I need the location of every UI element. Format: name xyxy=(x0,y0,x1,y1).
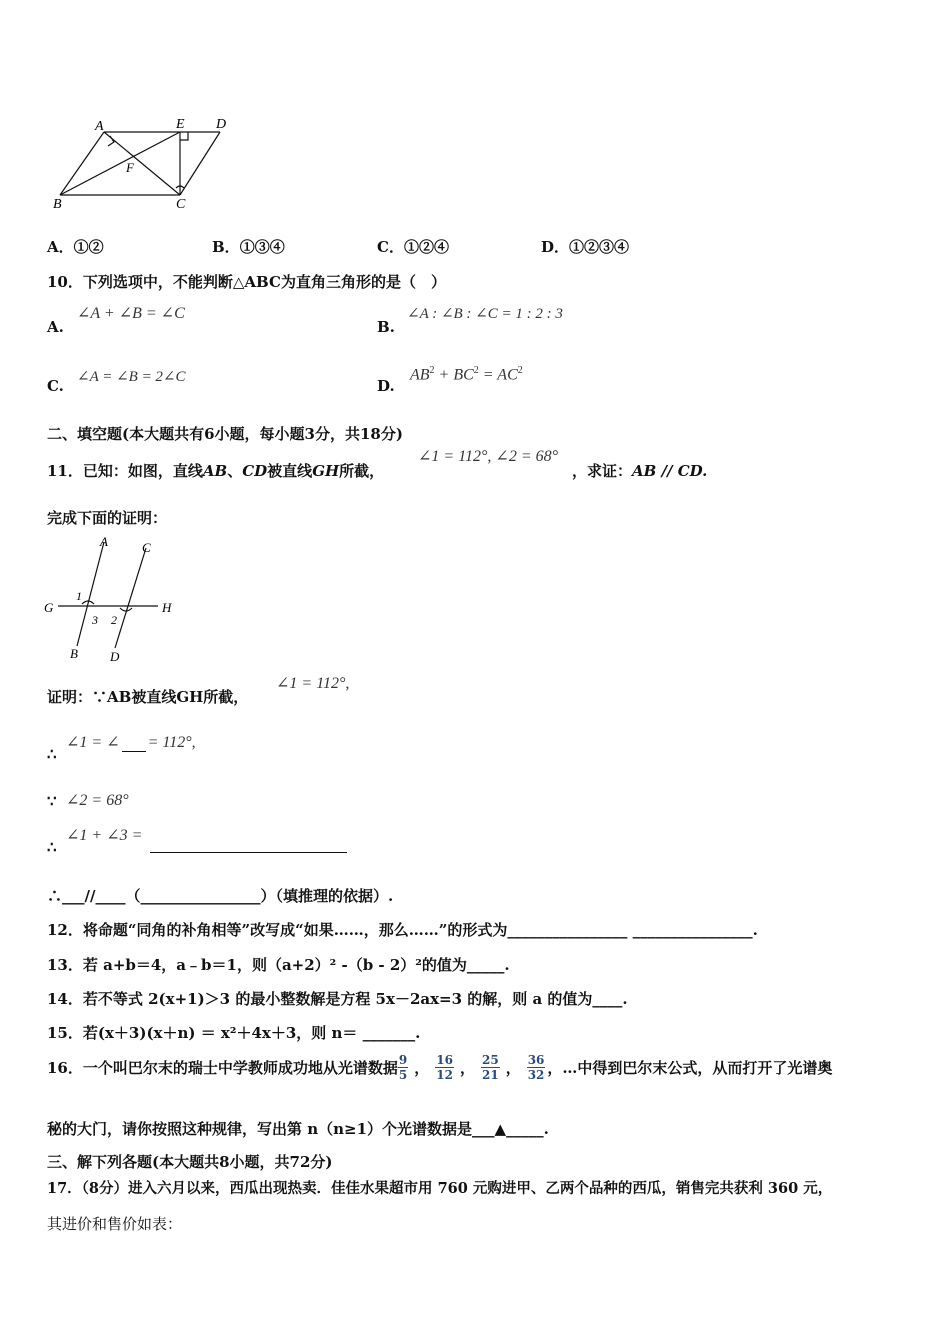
fig2-label-a: A xyxy=(100,534,108,549)
q9-option-b: B．①③④ xyxy=(212,238,285,256)
transversal-figure xyxy=(40,534,190,666)
q10-option-b-key: B. xyxy=(377,318,395,336)
q16-fraction-2: $\frac{16}{12}$ xyxy=(436,1053,453,1082)
proof-line-4-blank xyxy=(150,852,347,853)
q10-option-d-math: $AB^2 + BC^2 = AC^2$ xyxy=(410,365,523,384)
fig1-label-f: F xyxy=(126,160,134,175)
q11-goal: ，求证：AB // CD. xyxy=(572,462,708,480)
fig1-label-c: C xyxy=(176,197,186,212)
q10-option-a-math: ∠A + ∠B = ∠C xyxy=(77,305,185,322)
q16-fraction-4: $\frac{36}{32}$ xyxy=(527,1053,545,1082)
section3-heading: 三、解下列各题(本大题共8小题，共72分) xyxy=(47,1153,333,1171)
q16-fraction-1: $\frac{9}{5}$ xyxy=(398,1053,408,1082)
fig2-label-g: G xyxy=(44,600,54,615)
q15-line: 15．若(x＋3)(x＋n) ＝ x²＋4x＋3，则 n＝ _______. xyxy=(47,1024,421,1042)
q16-line-2: 秘的大门，请你按照这种规律，写出第 n（n≥1）个光谱数据是___▲_____. xyxy=(47,1120,549,1138)
fig2-label-b: B xyxy=(70,646,78,661)
q17-line-2: 其进价和售价如表： xyxy=(47,1215,183,1233)
proof-line-4-math: ∠1 + ∠3 = xyxy=(66,827,143,844)
q13-line: 13．若 a+b＝4，a﹣b＝1，则（a+2）² -（b - 2）²的值为_____. xyxy=(47,956,510,974)
section2-heading: 二、填空题(本大题共有6小题，每小题3分，共18分) xyxy=(47,425,403,443)
q12-line: 12．将命题“同角的补角相等”改写成“如果……，那么……”的形式为________________ ________________. xyxy=(47,921,758,939)
q11-given-math: ∠1 = 112°, ∠2 = 68° xyxy=(418,448,559,465)
fig1-label-d: D xyxy=(216,117,227,132)
fig2-label-3: 3 xyxy=(92,613,98,627)
fig2-label-d: D xyxy=(110,649,120,664)
fig2-label-2: 2 xyxy=(111,613,117,627)
q10-option-a-key: A. xyxy=(47,318,64,336)
proof-intro: 完成下面的证明： xyxy=(47,509,168,527)
q9-option-a: A．①② xyxy=(47,238,104,256)
q10-option-c-math: ∠A = ∠B = 2∠C xyxy=(77,369,186,385)
proof-line-1-math: ∠1 = 112°, xyxy=(276,675,350,692)
q14-line: 14．若不等式 2(x+1)＞3 的最小整数解是方程 5x－2ax=3 的解，则 a 的值为____. xyxy=(47,990,628,1008)
fig2-label-1: 1 xyxy=(76,589,82,603)
fig1-label-a: A xyxy=(95,119,104,134)
proof-line-5: ∴___//____（________________）（填推理的依据）. xyxy=(47,887,394,905)
q10-option-d-key: D. xyxy=(377,377,395,395)
proof-line-4-symbol: ∴ xyxy=(47,838,57,856)
q9-option-c: C．①②④ xyxy=(377,238,449,256)
proof-line-2-symbol: ∴ xyxy=(47,745,57,763)
proof-line-3-symbol: ∵ xyxy=(47,792,57,810)
proof-line-2-math: ∠1 = ∠ = 112°, xyxy=(66,731,196,752)
q16-fraction-3: $\frac{25}{21}$ xyxy=(481,1053,499,1082)
q17-line-1: 17．（8分）进入六月以来，西瓜出现热卖．佳佳水果超市用 760 元购进甲、乙两个品种的西瓜，销售完共获利 360 元， xyxy=(47,1180,833,1197)
q10-option-b-math: ∠A : ∠B : ∠C = 1 : 2 : 3 xyxy=(407,306,563,322)
fig2-label-h: H xyxy=(162,600,172,615)
q16-line-1: 16．一个叫巴尔末的瑞士中学教师成功地从光谱数据 $\frac{9}{5}$ ， $\frac{16}{12}$ ， $\frac{25}{21}$ ， $\frac{36}{32}$ ，…中得到巴尔末公式，从而打开了光谱奥 xyxy=(47,1053,833,1082)
fig2-label-c: C xyxy=(142,540,151,555)
proof-line-1: 证明：∵AB被直线GH所截， xyxy=(47,688,249,706)
q9-option-d: D．①②③④ xyxy=(541,238,630,256)
fig1-label-b: B xyxy=(53,197,62,212)
proof-line-3-math: ∠2 = 68° xyxy=(66,792,129,809)
parallelogram-figure xyxy=(48,112,248,212)
q10-option-c-key: C. xyxy=(47,377,64,395)
q10-stem: 10．下列选项中，不能判断△ABC为直角三角形的是（ ） xyxy=(47,273,446,291)
fig1-label-e: E xyxy=(176,117,185,132)
q11-line: 11．已知：如图，直线AB、CD被直线GH所截， xyxy=(47,462,385,480)
